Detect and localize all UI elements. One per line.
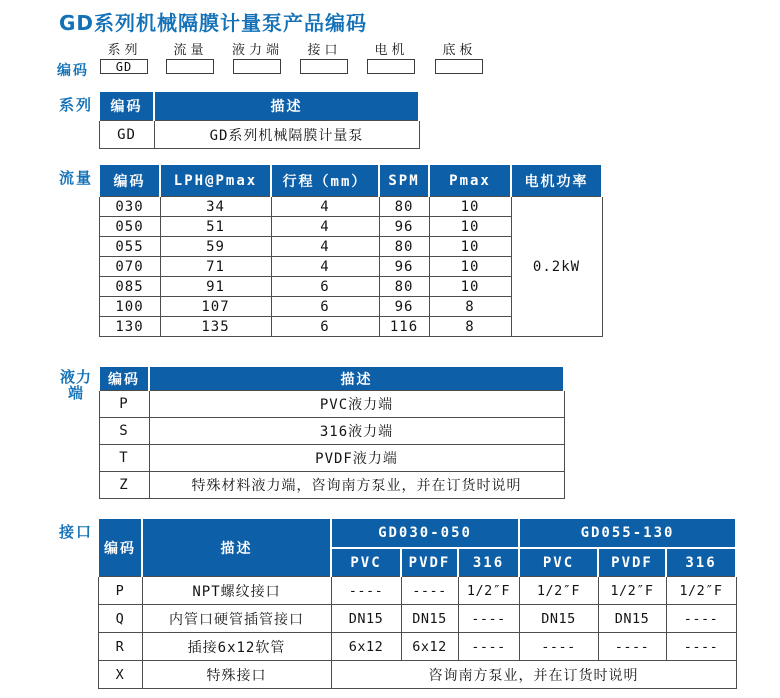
cell: ---- [331,577,401,605]
col-header-316: 316 [458,548,519,577]
col-header-code: 编码 [99,92,154,121]
cell: 96 [379,257,429,277]
coding-field-baseplate [435,38,484,80]
cell: 80 [379,197,429,217]
cell: 135 [160,317,271,337]
coding-field-interface [300,38,349,80]
col-header-lph: LPH@Pmax [160,165,271,197]
col-header-pmax: Pmax [429,165,511,197]
cell-code: T [99,445,149,472]
cell: 10 [429,197,511,217]
table-row [98,633,736,661]
hydraulic-section-label [53,369,99,401]
coding-field-label: 流量 [173,43,208,58]
cell: 050 [99,217,160,237]
coding-field-box [100,59,148,74]
cell: 1/2″F [666,577,736,605]
cell-code: X [98,661,142,689]
cell-code: Q [98,605,142,633]
cell: 91 [160,277,271,297]
cell: 116 [379,317,429,337]
cell: ---- [401,577,458,605]
cell: 1/2″F [458,577,519,605]
cell: 1/2″F [598,577,666,605]
cell-desc: GD系列机械隔膜计量泵 [154,121,419,149]
table-row [99,418,564,445]
cell: DN15 [519,605,598,633]
cell: 80 [379,237,429,257]
cell-desc: 特殊接口 [142,661,331,689]
coding-field-box [166,59,214,74]
cell: 1/2″F [519,577,598,605]
cell-code: P [99,391,149,418]
col-header-code: 编码 [99,367,149,391]
cell: 10 [429,217,511,237]
cell: ---- [666,633,736,661]
hydraulic-section-label-line2: 端 [67,384,84,402]
col-header-pvc: PVC [519,548,598,577]
cell: 6 [271,277,379,297]
cell: 96 [379,297,429,317]
table-row [98,577,736,605]
cell: 96 [379,217,429,237]
cell: 4 [271,197,379,217]
cell: 10 [429,277,511,297]
col-header-desc: 描述 [149,367,564,391]
cell: 070 [99,257,160,277]
cell: 8 [429,317,511,337]
col-header-motor-power: 电机功率 [511,165,602,197]
cell: ---- [458,605,519,633]
table-row [99,472,564,499]
cell: ---- [519,633,598,661]
table-header-row [99,92,419,121]
coding-field-series [100,38,149,80]
coding-field-label: 底板 [442,43,477,58]
interface-table [97,519,737,689]
col-header-pvdf: PVDF [401,548,458,577]
cell-desc: 插接6x12软管 [142,633,331,661]
cell: 51 [160,217,271,237]
cell-desc: PVC液力端 [149,391,564,418]
table-header-row [99,367,564,391]
col-header-316: 316 [666,548,736,577]
cell-desc: 内管口硬管插管接口 [142,605,331,633]
cell-code: S [99,418,149,445]
cell: 59 [160,237,271,257]
cell: 6x12 [331,633,401,661]
cell: 100 [99,297,160,317]
cell: ---- [598,633,666,661]
coding-field-label: 电机 [374,43,409,58]
cell: ---- [666,605,736,633]
coding-field-motor [367,38,416,80]
col-header-pvdf: PVDF [598,548,666,577]
coding-field-box [233,59,281,74]
cell: 71 [160,257,271,277]
interface-section-label: 接口 [59,523,94,541]
coding-field-label: 接口 [307,43,342,58]
col-header-stroke: 行程（mm） [271,165,379,197]
page-title: GD系列机械隔膜计量泵产品编码 [59,11,368,35]
coding-field-box [367,59,415,74]
table-row [99,445,564,472]
cell-desc: 特殊材料液力端，咨询南方泵业，并在订货时说明 [149,472,564,499]
cell: 4 [271,237,379,257]
cell-code: Z [99,472,149,499]
coding-field-label: 液力端 [231,43,284,58]
col-header-code: 编码 [99,165,160,197]
cell: 055 [99,237,160,257]
coding-field-box [300,59,348,74]
table-header-row [99,165,602,197]
coding-field-label: 系列 [107,43,142,58]
cell: DN15 [401,605,458,633]
table-header-row [98,519,736,548]
series-section-label: 系列 [59,96,94,114]
cell-motor-power: 0.2kW [511,197,602,337]
col-group-gd055-130: GD055-130 [519,519,736,548]
col-header-pvc: PVC [331,548,401,577]
cell-consult-note: 咨询南方泵业，并在订货时说明 [331,661,736,689]
table-row [99,391,564,418]
col-header-desc: 描述 [154,92,419,121]
table-row [98,605,736,633]
coding-field-box [435,59,483,74]
coding-field-hydraulic-end [233,38,282,80]
coding-row-label: 编码 [57,63,89,79]
col-group-gd030-050: GD030-050 [331,519,519,548]
cell: 4 [271,257,379,277]
col-header-desc: 描述 [142,519,331,577]
cell: 80 [379,277,429,297]
coding-diagram [0,38,780,82]
flow-section-label: 流量 [59,169,94,187]
cell: 8 [429,297,511,317]
hydraulic-end-table [98,367,565,499]
cell: 10 [429,237,511,257]
cell: 030 [99,197,160,217]
col-header-code: 编码 [98,519,142,577]
cell-code: GD [99,121,154,149]
cell: 10 [429,257,511,277]
cell: 4 [271,217,379,237]
cell-code: P [98,577,142,605]
coding-field-value: GD [115,59,133,74]
cell: DN15 [598,605,666,633]
series-table [98,92,420,149]
cell: 6x12 [401,633,458,661]
cell: 107 [160,297,271,317]
cell: 34 [160,197,271,217]
coding-field-flow [166,38,215,80]
cell: ---- [458,633,519,661]
col-header-spm: SPM [379,165,429,197]
cell: 6 [271,297,379,317]
cell-desc: NPT螺纹接口 [142,577,331,605]
hydraulic-section-label-line1: 液力 [59,368,92,386]
cell-code: R [98,633,142,661]
cell: 130 [99,317,160,337]
cell-desc: PVDF液力端 [149,445,564,472]
table-row [99,197,602,217]
cell: DN15 [331,605,401,633]
flow-table [98,165,603,337]
cell: 085 [99,277,160,297]
table-row [98,661,736,689]
table-row [99,121,419,149]
cell: 6 [271,317,379,337]
cell-desc: 316液力端 [149,418,564,445]
